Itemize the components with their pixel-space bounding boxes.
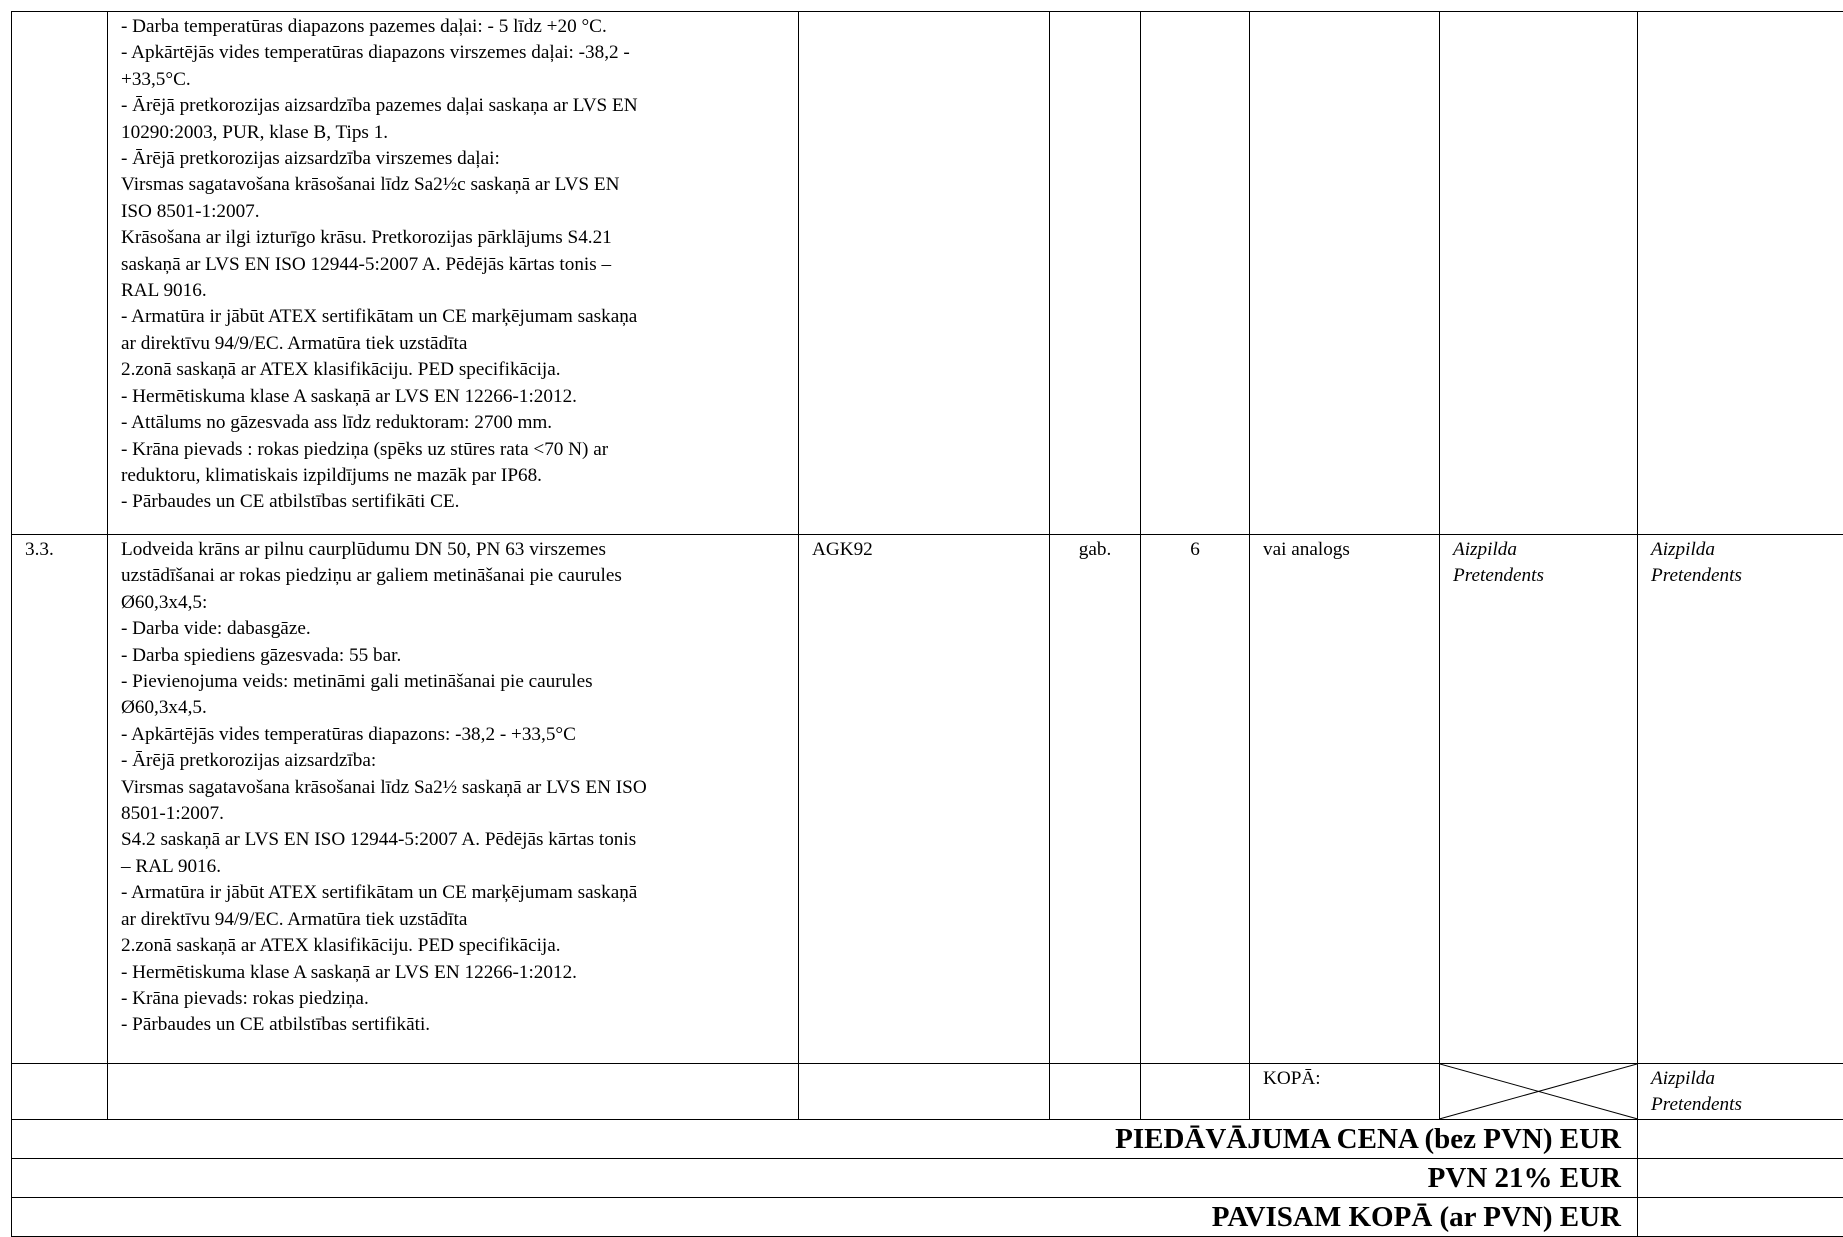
description-cell: Lodveida krāns ar pilnu caurplūdumu DN 50, PN 63 virszemes uzstādīšanai ar rokas piedziņu ar galiem metināšanai pie caurules Ø60,3x4,5: - Darba vide: dabasgāze. - Darba spiediens gāzesvada: 55 bar. - Pievienojuma veids: metināmi gali metināšanai pie caurules Ø60,3x4,5. - Apkārtējās vides temperatūras diapazons: -38,2 - +33,5°C - Ārējā pretkorozijas aizsardzība: Virsmas sagatavošana krāsošanai līdz Sa2½ saskaņā ar LVS EN ISO 8501-1:2007. S4.2 saskaņā ar LVS EN ISO 12944-5:2007 A. Pēdējās kārtas tonis – RAL 9016. - Armatūra ir jābūt ATEX sertifikātam un CE marķējumam saskaņā ar direktīvu 94/9/EC. Armatūra tiek uzstādīta 2.zonā saskaņā ar ATEX klasifikāciju. PED specifikācija. - Hermētiskuma klase A saskaņā ar LVS EN 12266-1:2012. - Krāna pievads: rokas piedziņa. - Pārbaudes un CE atbilstības sertifikāti. bbox=[108, 535, 799, 1064]
analog-cell: vai analogs bbox=[1250, 535, 1440, 1064]
table-row-3-3 bbox=[12, 535, 1843, 1064]
total-price-cell: Aizpilda Pretendents bbox=[1638, 535, 1843, 1064]
description-cell: - Darba temperatūras diapazons pazemes daļai: - 5 līdz +20 °C. - Apkārtējās vides temperatūras diapazons virszemes daļai: -38,2 - +33,5°C. - Ārējā pretkorozijas aizsardzība pazemes daļai saskaņa ar LVS EN 10290:2003, PUR, klase B, Tips 1. - Ārējā pretkorozijas aizsardzība virszemes daļai: Virsmas sagatavošana krāsošanai līdz Sa2½c saskaņā ar LVS EN ISO 8501-1:2007. Krāsošana ar ilgi izturīgo krāsu. Pretkorozijas pārklājums S4.21 saskaņā ar LVS EN ISO 12944-5:2007 A. Pēdējās kārtas tonis – RAL 9016. - Armatūra ir jābūt ATEX sertifikātam un CE marķējumam saskaņa ar direktīvu 94/9/EC. Armatūra tiek uzstādīta 2.zonā saskaņā ar ATEX klasifikāciju. PED specifikācija. - Hermētiskuma klase A saskaņā ar LVS EN 12266-1:2012. - Attālums no gāzesvada ass līdz reduktoram: 2700 mm. - Krāna pievads : rokas piedziņa (spēks uz stūres rata <70 N) ar reduktoru, klimatiskais izpildījums ne mazāk par IP68. - Pārbaudes un CE atbilstības sertifikāti CE. bbox=[108, 12, 799, 535]
analog-cell bbox=[1250, 12, 1440, 535]
unit-cell: gab. bbox=[1050, 535, 1141, 1064]
kopa-label: KOPĀ: bbox=[1250, 1064, 1440, 1120]
crossed-out-cell bbox=[1440, 1064, 1638, 1120]
code-cell: AGK92 bbox=[799, 535, 1050, 1064]
vat-value bbox=[1638, 1158, 1843, 1197]
unit-price-cell: Aizpilda Pretendents bbox=[1440, 535, 1638, 1064]
grand-total-row bbox=[12, 1197, 1843, 1236]
grand-total-label: PAVISAM KOPĀ (ar PVN) EUR bbox=[12, 1197, 1638, 1236]
kopa-total-cell: Aizpilda Pretendents bbox=[1638, 1064, 1843, 1120]
empty-cell bbox=[799, 1064, 1050, 1120]
grand-total-value bbox=[1638, 1197, 1843, 1236]
offer-price-label: PIEDĀVĀJUMA CENA (bez PVN) EUR bbox=[12, 1119, 1638, 1158]
code-cell bbox=[799, 12, 1050, 535]
quantity-cell bbox=[1141, 12, 1250, 535]
offer-price-row bbox=[12, 1119, 1843, 1158]
empty-cell bbox=[1141, 1064, 1250, 1120]
specification-table bbox=[11, 11, 1843, 1237]
row-number-cell: 3.3. bbox=[12, 535, 108, 1064]
empty-cell bbox=[12, 1064, 108, 1120]
table-row-continued bbox=[12, 12, 1843, 535]
unit-price-cell bbox=[1440, 12, 1638, 535]
total-price-cell bbox=[1638, 12, 1843, 535]
vat-row bbox=[12, 1158, 1843, 1197]
cross-out-icon bbox=[1440, 1064, 1637, 1119]
empty-cell bbox=[1050, 1064, 1141, 1120]
offer-price-value bbox=[1638, 1119, 1843, 1158]
row-number-cell bbox=[12, 12, 108, 535]
table-row-kopa bbox=[12, 1064, 1843, 1120]
empty-cell bbox=[108, 1064, 799, 1120]
quantity-cell: 6 bbox=[1141, 535, 1250, 1064]
unit-cell bbox=[1050, 12, 1141, 535]
vat-label: PVN 21% EUR bbox=[12, 1158, 1638, 1197]
